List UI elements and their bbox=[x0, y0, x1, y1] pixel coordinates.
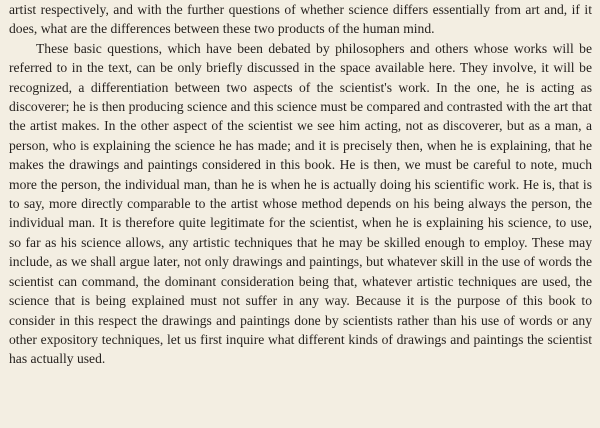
paragraph-body: These basic questions, which have been debated by philosophers and others whose works will be referred to in the text, can be only briefly discussed in the space available here. They involve, it will be recognized, a differentiation between two aspects of the scientist's work. In the one, he is acting as discoverer; he is then producing science and this science must be compared and contrasted with the art that the artist makes. In the other aspect of the scientist we see him acting, not as discoverer, but as a man, a person, who is explaining the science he has made; and it is precisely then, when he is explaining, that he makes the drawings and paintings considered in this book. He is then, we must be careful to note, much more the person, the individual man, than he is when he is actually doing his scientific work. He is, that is to say, more directly comparable to the artist whose method depends on his being always the person, the individual man. It is therefore quite legitimate for the scientist, when he is explaining his science, to use, so far as his science allows, any artistic techniques that he may be skilled enough to employ. These may include, as we shall argue later, not only drawings and paintings, but whatever skill in the use of words the scientist can command, the dominant consideration being that, whatever artistic techniques are used, the science that is being explained must not suffer in any way. Because it is the purpose of this book to consider in this respect the drawings and paintings done by scientists rather than his use of words or any other expository techniques, let us first inquire what different kinds of drawings and paintings the scientist has actually used. bbox=[9, 40, 592, 367]
paragraph-continuation: artist respectively, and with the further questions of whether science differs essentially from art and, if it does, what are the differences between these two products of the human mind. bbox=[9, 2, 592, 37]
